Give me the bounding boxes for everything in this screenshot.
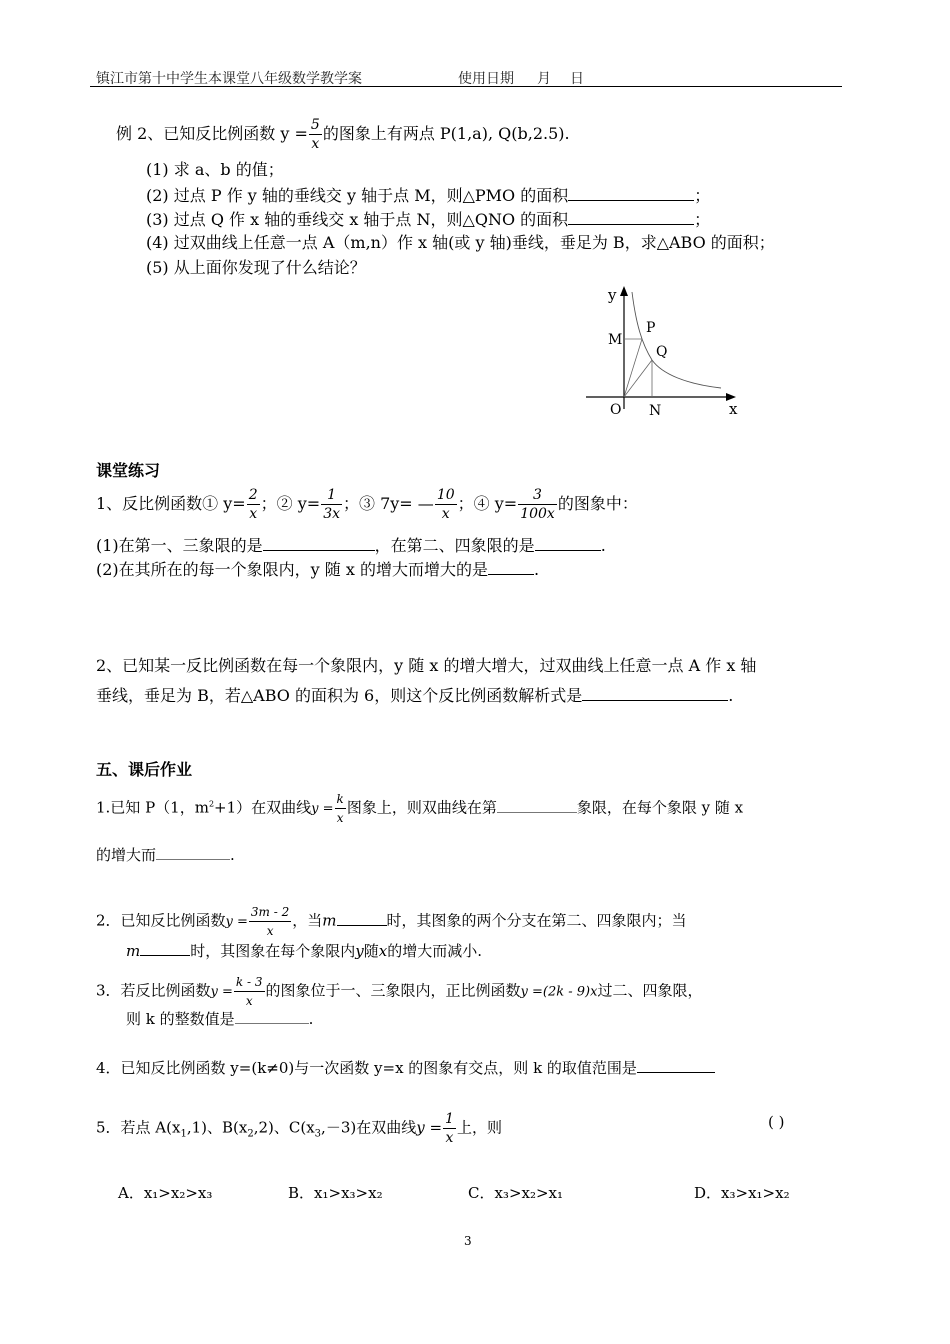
answer-blank[interactable] <box>535 534 601 551</box>
header-divider <box>90 86 842 87</box>
practice-f1-den: x <box>247 504 260 523</box>
example2-q3-end: ； <box>694 210 711 229</box>
practice-1-prefix: 1、反比例函数① y= <box>96 494 246 513</box>
option-d: D．x₃>x₁>x₂ <box>694 1184 790 1202</box>
hyperbola-graph <box>586 284 746 424</box>
answer-blank[interactable] <box>263 534 375 551</box>
homework-4 <box>96 1056 715 1078</box>
answer-blank[interactable] <box>235 1007 309 1024</box>
header-day-label: 日 <box>570 71 584 87</box>
example2-frac-num: 5 <box>310 117 320 133</box>
practice-f1-num: 2 <box>248 487 258 503</box>
origin-label: O <box>610 402 622 418</box>
homework-3-num: k - 3 <box>235 975 263 989</box>
homework-3-y: y = <box>210 984 233 1000</box>
homework-2-mid: ，当 <box>292 911 323 930</box>
example2-q2-text: (2) 过点 P 作 y 轴的垂线交 y 轴于点 M，则△PMO 的面积 <box>146 186 569 205</box>
homework-2-num: 3m - 2 <box>250 905 290 919</box>
homework-2 <box>96 903 687 940</box>
example2-frac-den: x <box>309 134 322 153</box>
homework-1-line2-text: 的增大而 <box>96 846 157 864</box>
segment-op <box>624 339 642 397</box>
homework-2-line2-c: 的增大而减小. <box>387 942 482 960</box>
practice-1 <box>96 486 638 523</box>
practice-2-text: 垂线，垂足为 B，若△ABO 的面积为 6，则这个反比例函数解析式是 <box>96 686 583 705</box>
practice-1-suffix: 的图象中： <box>557 494 638 513</box>
example2-q5: (5) 从上面你发现了什么结论？ <box>146 258 366 277</box>
homework-5-c: ,－3)在双曲线 <box>321 1118 417 1137</box>
practice-f2-den: 3x <box>323 506 340 522</box>
y-axis-label: y <box>608 286 617 304</box>
homework-2-line2-m: m <box>126 942 141 960</box>
point-n-label: N <box>649 403 662 419</box>
page-number: 3 <box>464 1234 472 1248</box>
homework-2-prefix: 2．已知反比例函数 <box>96 911 226 930</box>
practice-1a-mid: ，在第二、四象限的是 <box>374 536 535 555</box>
point-p-label: P <box>646 320 656 336</box>
example2-intro-prefix: 例 2、已知反比例函数 y = <box>116 124 308 143</box>
practice-1b-prefix: (2)在其所在的每一个象限内，y 随 x 的增大而增大的是 <box>96 560 488 579</box>
homework-3-line2-text: 则 k 的整数值是 <box>126 1010 235 1028</box>
homework-3-mid: 的图象位于一、三象限内，正比例函数 <box>265 981 521 1000</box>
homework-5-num: 1 <box>445 1111 454 1127</box>
practice-heading: 课堂练习 <box>96 461 161 480</box>
practice-2-line2 <box>96 684 733 706</box>
homework-2-line2-b: 随 <box>363 942 379 960</box>
homework-5-fraction <box>443 1110 456 1147</box>
example2-q2-end: ； <box>694 186 711 205</box>
homework-1-mid: +1）在双曲线 <box>214 798 312 817</box>
homework-5-paren: ( ) <box>768 1113 785 1131</box>
practice-1a-prefix: (1)在第一、三象限的是 <box>96 536 263 555</box>
answer-blank[interactable] <box>156 843 230 860</box>
point-m-label: M <box>608 332 623 348</box>
practice-fraction-3 <box>435 486 457 523</box>
practice-fraction-1 <box>247 486 260 523</box>
homework-5 <box>96 1110 502 1147</box>
practice-1b-end: . <box>534 560 540 579</box>
homework-2-den: x <box>249 921 291 940</box>
homework-2-fraction <box>249 903 291 940</box>
homework-1-prefix: 1.已知 P（1，m <box>96 798 209 817</box>
homework-1-y: y = <box>311 801 334 817</box>
answer-blank[interactable] <box>497 796 577 813</box>
homework-2-line2 <box>126 939 482 961</box>
homework-2-m: m <box>322 911 337 930</box>
example2-intro <box>116 116 570 153</box>
homework-4-text: 4．已知反比例函数 y=(k≠0)与一次函数 y=x 的图象有交点，则 k 的取值范围是 <box>96 1059 637 1077</box>
homework-1-fraction <box>335 790 346 827</box>
answer-blank[interactable] <box>568 184 694 201</box>
answer-blank[interactable] <box>337 909 387 926</box>
option-b: B．x₁>x₃>x₂ <box>288 1184 383 1202</box>
header-month-label: 月 <box>537 71 551 87</box>
homework-2-after: 时，其图象的两个分支在第二、四象限内；当 <box>386 911 687 930</box>
homework-3-after: 过二、四象限， <box>597 981 703 1000</box>
homework-1-after: 图象上，则双曲线在第 <box>346 798 497 817</box>
homework-1-num: k <box>336 792 344 806</box>
practice-1-sep2: ；③ 7y= — <box>343 494 434 513</box>
homework-3-prefix: 3．若反比例函数 <box>96 981 211 1000</box>
homework-3-line2-end: . <box>308 1010 314 1028</box>
practice-1-sep1: ；② y= <box>260 494 321 513</box>
y-axis-arrow <box>620 286 628 296</box>
answer-blank[interactable] <box>140 939 190 956</box>
example2-q1: (1) 求 a、b 的值； <box>146 160 284 179</box>
answer-blank[interactable] <box>488 558 534 575</box>
homework-1-den: x <box>335 808 346 827</box>
segment-oq <box>624 360 652 397</box>
header-title: 镇江市第十中学生本课堂八年级数学教学案 <box>96 71 362 87</box>
example2-fraction <box>309 116 322 153</box>
practice-fraction-4 <box>518 486 557 523</box>
homework-2-line2-y: y <box>355 942 364 960</box>
practice-1a-end: . <box>600 536 606 555</box>
homework-2-line2-text: 时，其图象在每个象限内 <box>190 942 356 960</box>
example2-intro-suffix: 的图象上有两点 P(1,a), Q(b,2.5). <box>322 124 570 143</box>
homework-3-fraction <box>234 973 265 1010</box>
example2-q4: (4) 过双曲线上任意一点 A（m,n）作 x 轴(或 y 轴)垂线，垂足为 B，求△ABO 的面积； <box>146 233 775 252</box>
homework-5-s1: 1 <box>180 1128 187 1140</box>
homework-3-line2 <box>126 1007 313 1029</box>
homework-1-line2 <box>96 843 235 865</box>
homework-2-y: y = <box>225 914 248 930</box>
point-q-label: Q <box>656 344 668 360</box>
homework-3-eq: y =(2k - 9)x <box>520 984 598 1000</box>
practice-f3-den: x <box>435 504 457 523</box>
x-axis-label: x <box>729 400 738 418</box>
homework-5-s2: 2 <box>247 1128 254 1140</box>
homework-3 <box>96 973 702 1010</box>
practice-f4-num: 3 <box>533 487 542 503</box>
homework-3-den: x <box>234 991 265 1010</box>
homework-1-after2: 象限，在每个象限 y 随 x <box>576 798 744 817</box>
answer-blank[interactable] <box>568 208 694 225</box>
homework-5-after: 上，则 <box>456 1118 502 1137</box>
homework-heading: 五、课后作业 <box>96 760 193 779</box>
hyperbola-curve <box>632 292 721 388</box>
practice-1a <box>96 534 606 556</box>
homework-5-den: x <box>443 1128 456 1147</box>
homework-5-b: ,2)、C(x <box>253 1118 315 1137</box>
practice-f2-num: 1 <box>327 487 337 503</box>
homework-5-y: y = <box>416 1118 443 1137</box>
answer-blank[interactable] <box>637 1056 715 1073</box>
header-date-label: 使用日期 <box>458 71 514 87</box>
option-c: C．x₃>x₂>x₁ <box>468 1184 564 1202</box>
homework-5-a: ,1)、B(x <box>186 1118 248 1137</box>
homework-2-line2-x: x <box>378 942 388 960</box>
answer-blank[interactable] <box>582 684 728 701</box>
homework-1-line2-end: . <box>230 846 235 864</box>
practice-2-line1: 2、已知某一反比例函数在每一个象限内，y 随 x 的增大增大，过双曲线上任意一点 A 作 x 轴 <box>96 656 757 675</box>
example2-q3-text: (3) 过点 Q 作 x 轴的垂线交 x 轴于点 N，则△QNO 的面积 <box>146 210 569 229</box>
example2-q2 <box>146 184 710 206</box>
homework-1-sup: 2 <box>208 799 215 809</box>
homework-5-s3: 3 <box>314 1128 322 1140</box>
practice-fraction-2 <box>321 486 342 523</box>
practice-1-sep3: ；④ y= <box>457 494 518 513</box>
option-a: A．x₁>x₂>x₃ <box>118 1184 213 1202</box>
practice-1b <box>96 558 539 580</box>
example2-q3 <box>146 208 710 230</box>
practice-f4-den: 100x <box>520 506 555 522</box>
practice-f3-num: 10 <box>436 487 455 503</box>
homework-5-prefix: 5．若点 A(x <box>96 1118 181 1137</box>
practice-2-end: . <box>728 686 734 705</box>
homework-1 <box>96 790 743 827</box>
